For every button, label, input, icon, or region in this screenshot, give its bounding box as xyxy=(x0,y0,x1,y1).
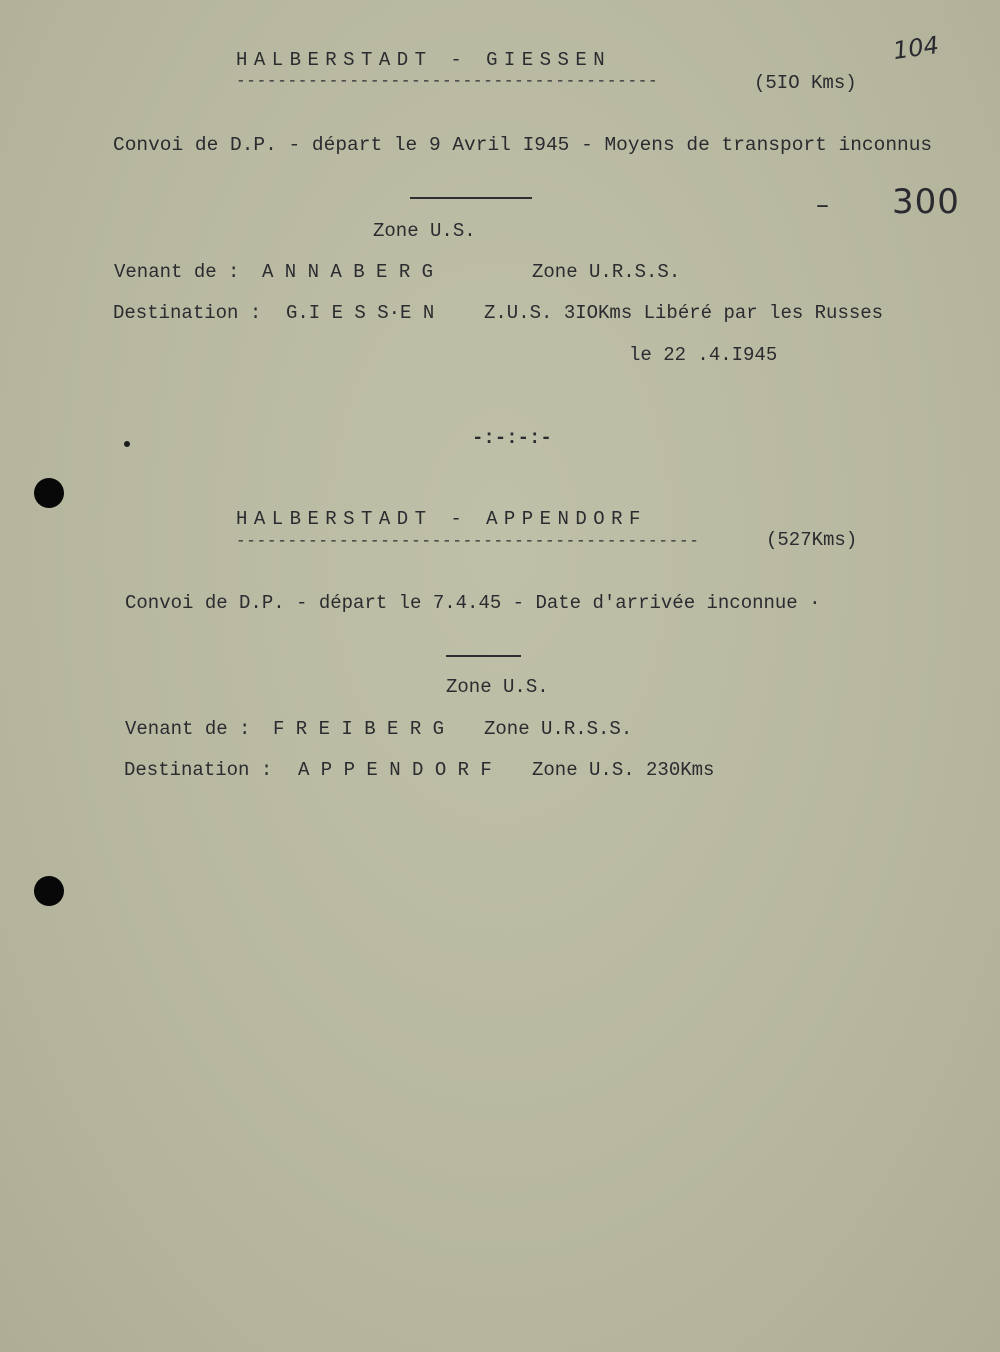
section1-distance: (5IO Kms) xyxy=(754,72,857,94)
section2-origin-value: F R E I B E R G xyxy=(273,718,445,740)
section2-short-rule xyxy=(446,655,521,657)
section1-destination-label: Destination : xyxy=(113,302,262,324)
punch-hole-bottom xyxy=(34,876,64,906)
section-separator: -:-:-:- xyxy=(472,427,552,449)
section1-route-title: HALBERSTADT - GIESSEN xyxy=(236,49,612,71)
section2-destination-value: A P P E N D O R F xyxy=(298,759,492,781)
section1-title-underline: ----------------------------------------- xyxy=(236,72,659,90)
section2-origin-zone: Zone U.R.S.S. xyxy=(484,718,633,740)
punch-hole-top xyxy=(34,478,64,508)
section2-destination-info: Zone U.S. 230Kms xyxy=(532,759,715,781)
section2-route-title: HALBERSTADT - APPENDORF xyxy=(236,508,647,530)
section1-destination-info: Z.U.S. 3IOKms Libéré par les Russes xyxy=(484,302,884,324)
section2-destination-label: Destination : xyxy=(124,759,273,781)
section1-origin-label: Venant de : xyxy=(114,261,240,283)
stamp-number: 300 xyxy=(892,182,960,222)
section2-title-underline: --------------------------------------------- xyxy=(236,532,700,550)
section2-zone: Zone U.S. xyxy=(446,676,549,698)
section1-destination-value: G.I E S S·E N xyxy=(286,302,435,324)
section1-short-rule xyxy=(410,197,532,199)
page-number: 104 xyxy=(891,30,941,66)
section2-convoy-line: Convoi de D.P. - départ le 7.4.45 - Date d'arrivée inconnue · xyxy=(125,592,821,614)
ink-speck xyxy=(124,441,130,447)
section1-origin-zone: Zone U.R.S.S. xyxy=(532,261,681,283)
section1-convoy-line: Convoi de D.P. - départ le 9 Avril I945 - Moyens de transport inconnus xyxy=(113,134,933,156)
section2-distance: (527Kms) xyxy=(766,529,858,551)
section2-origin-label: Venant de : xyxy=(125,718,251,740)
section1-origin-value: A N N A B E R G xyxy=(262,261,434,283)
section1-zone: Zone U.S. xyxy=(373,220,476,242)
stamp-dash: – xyxy=(816,190,829,220)
section1-liberation-date: le 22 .4.I945 xyxy=(629,344,778,366)
